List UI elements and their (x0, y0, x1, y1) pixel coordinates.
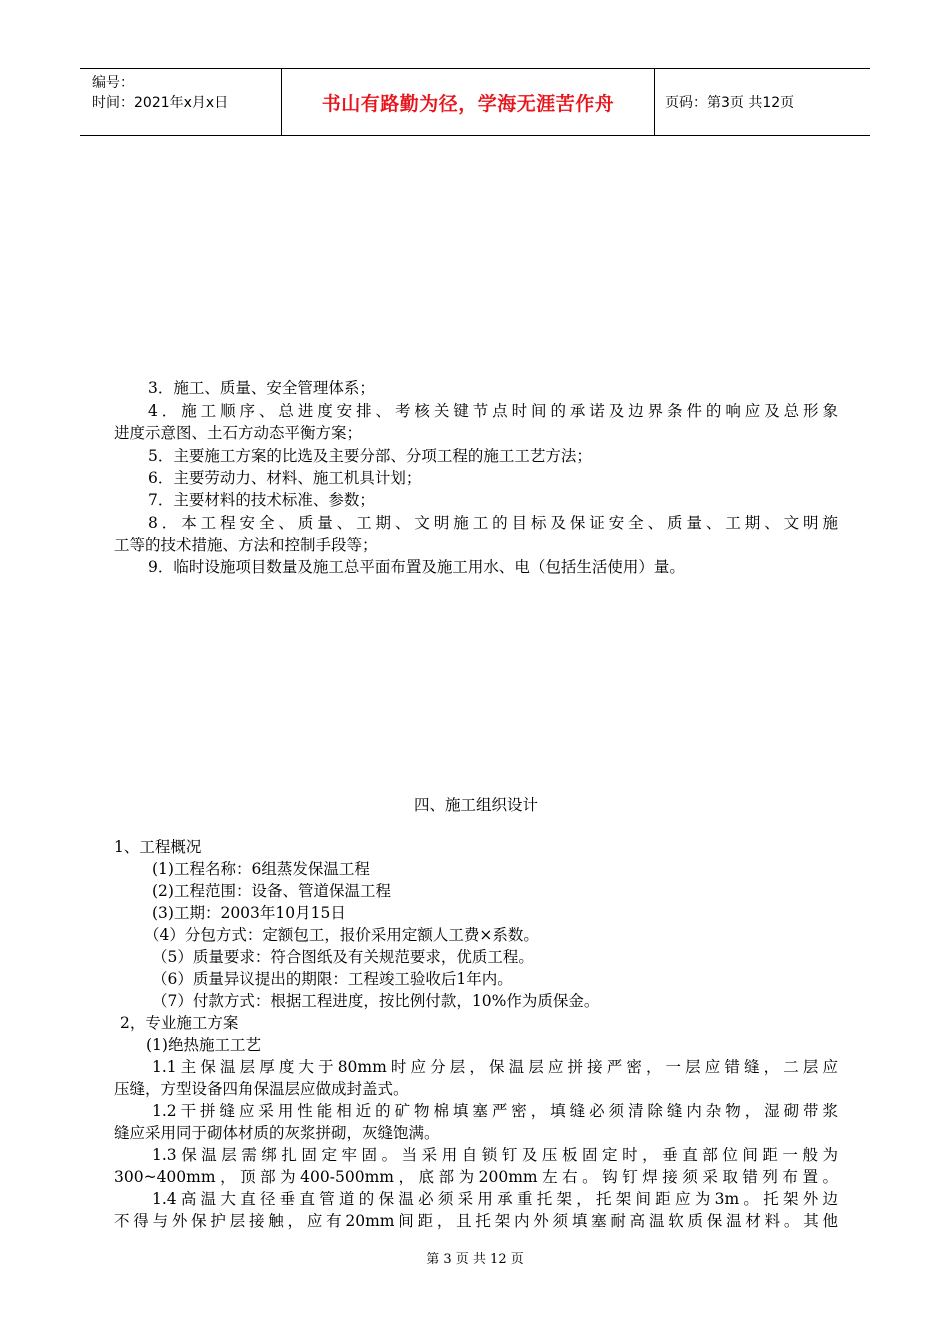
overview-item-3: (3)工期：2003年10月15日 (152, 904, 346, 922)
item-8-line-2: 工等的技术措施、方法和控制手段等； (114, 536, 378, 554)
item-7: 7．主要材料的技术标准、参数； (148, 491, 375, 509)
item-4-line-2: 进度示意图、土石方动态平衡方案； (114, 424, 363, 442)
item-4-line-1: 4．施工顺序、总进度安排、考核关键节点时间的承诺及边界条件的响应及总形象 (148, 402, 838, 420)
overview-item-2: (2)工程范围：设备、管道保温工程 (152, 882, 391, 900)
para-1-4-line-1: 1.4高温大直径垂直管道的保温必须采用承重托架，托架间距应为3m。托架外边 (152, 1190, 838, 1208)
item-9: 9．临时设施项目数量及施工总平面布置及施工用水、电（包括生活使用）量。 (148, 558, 685, 576)
overview-item-4: （4）分包方式：定额包工，报价采用定额人工费×系数。 (144, 926, 539, 944)
section-title: 四、施工组织设计 (413, 796, 538, 814)
header-meta (80, 69, 282, 135)
para-1-4-line-2: 不得与外保护层接触，应有20mm间距，且托架内外须填塞耐高温软质保温材料。其他 (114, 1212, 838, 1230)
para-1-1-line-2: 压缝，方型设备四角保温层应做成封盖式。 (114, 1080, 409, 1098)
para-1-2-line-1: 1.2干拼缝应采用性能相近的矿物棉填塞严密，填缝必须清除缝内杂物，湿砌带浆 (152, 1102, 838, 1120)
para-1-3-line-1: 1.3保温层需绑扎固定牢固。当采用自锁钉及压板固定时，垂直部位间距一般为 (152, 1146, 838, 1164)
overview-item-5: （5）质量要求：符合图纸及有关规范要求，优质工程。 (152, 948, 534, 966)
heading-project-overview: 1、工程概况 (114, 838, 202, 856)
para-1-3-line-2: 300~400mm，顶部为400-500mm，底部为200mm左右。钩钉焊接须采取错列布置。 (114, 1168, 838, 1186)
item-3: 3．施工、质量、安全管理体系； (148, 379, 375, 397)
item-5: 5．主要施工方案的比选及主要分部、分项工程的施工工艺方法； (148, 447, 592, 465)
para-1-1-line-1: 1.1主保温层厚度大于80mm时应分层，保温层应拼接严密，一层应错缝，二层应 (152, 1058, 838, 1076)
header-motto: 书山有路勤为径，学海无涯苦作舟 (282, 69, 655, 135)
para-1-2-line-2: 缝应采用同于砌体材质的灰浆拼砌，灰缝饱满。 (114, 1124, 440, 1142)
item-8-line-1: 8．本工程安全、质量、工期、文明施工的目标及保证安全、质量、工期、文明施 (148, 514, 838, 532)
document-date: 时间：2021年x月x日 (92, 95, 229, 111)
heading-construction-plan: 2，专业施工方案 (120, 1014, 239, 1032)
page-footer: 第 3 页 共 12 页 (426, 1252, 524, 1267)
page-header (80, 68, 870, 136)
item-6: 6．主要劳动力、材料、施工机具计划； (148, 469, 422, 487)
header-page-code: 页码：第3页 共12页 (665, 95, 795, 111)
subheading-insulation-process: (1)绝热施工工艺 (146, 1036, 261, 1054)
overview-item-7: （7）付款方式：根据工程进度，按比例付款，10%作为质保金。 (152, 992, 600, 1010)
overview-item-1: (1)工程名称：6组蒸发保温工程 (152, 860, 370, 878)
document-number: 编号： (92, 75, 134, 91)
overview-item-6: （6）质量异议提出的期限：工程竣工验收后1年内。 (152, 970, 513, 988)
